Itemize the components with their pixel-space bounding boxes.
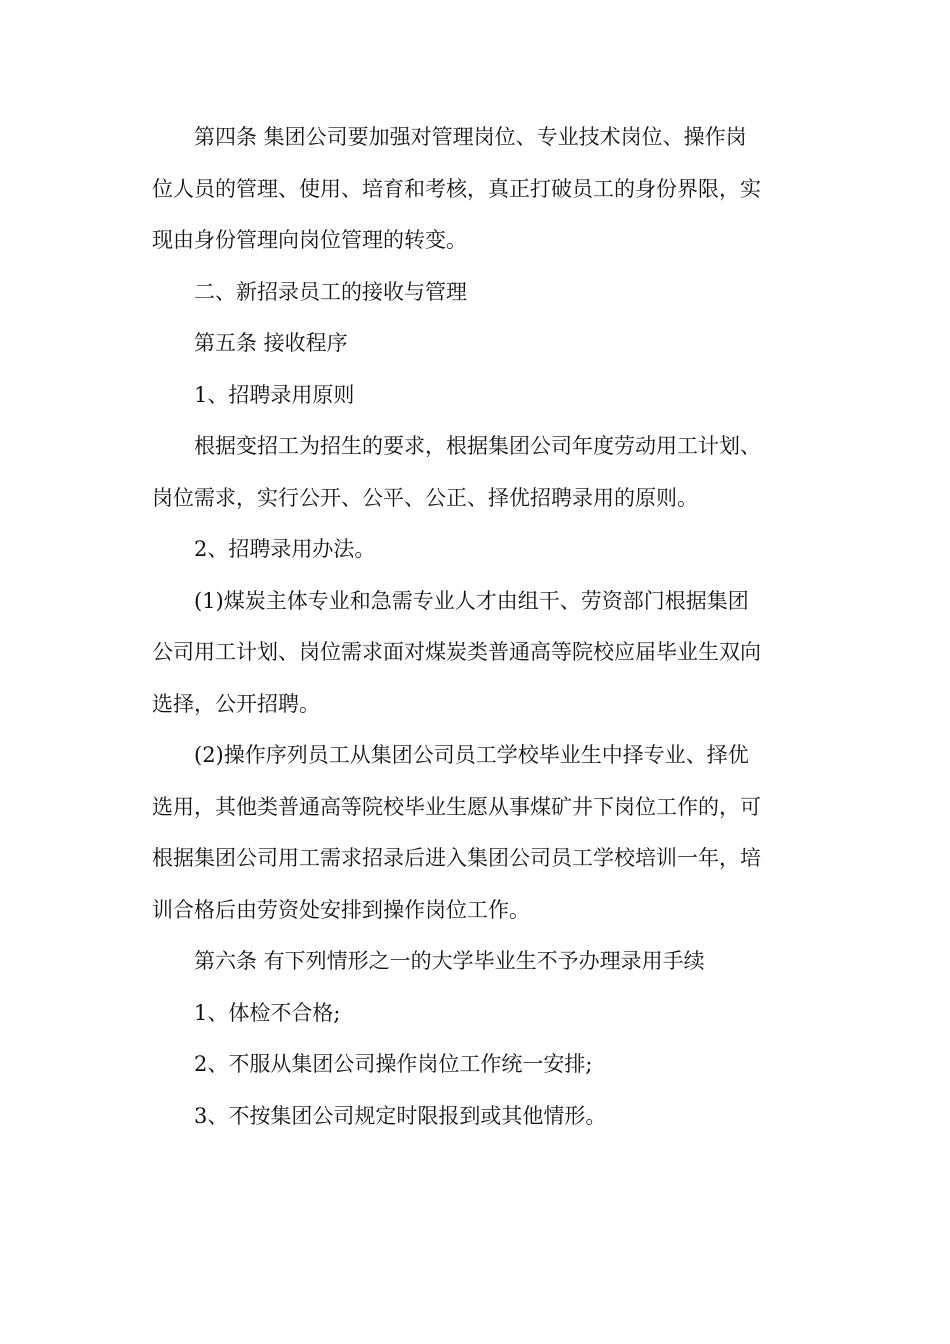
- text-line: 第五条 接收程序: [194, 331, 348, 355]
- document-body: [152, 112, 798, 1142]
- paragraph-item-2-method: [152, 524, 798, 576]
- list-item-1: [152, 988, 798, 1040]
- paragraph-article-5: [152, 318, 798, 370]
- list-item-2: [152, 1039, 798, 1091]
- text-line: 位人员的管理、使用、培育和考核，真正打破员工的身份界限，实: [152, 176, 761, 201]
- text-line: 1、体检不合格;: [194, 1000, 341, 1025]
- paragraph-item-1-principle: [152, 370, 798, 422]
- section-heading-2: [152, 267, 798, 319]
- text-line: 岗位需求，实行公开、公平、公正、择优招聘录用的原则。: [152, 485, 698, 510]
- text-line: (2)操作序列员工从集团公司员工学校毕业生中择专业、择优: [194, 743, 749, 767]
- text-line: 根据变招工为招生的要求，根据集团公司年度劳动用工计划、: [194, 434, 761, 458]
- paragraph-article-6: [152, 936, 798, 988]
- text-line: 公司用工计划、岗位需求面对煤炭类普通高等院校应届毕业生双向: [152, 640, 761, 664]
- paragraph-method-1: [152, 576, 798, 731]
- list-item-3: [152, 1091, 798, 1143]
- text-line: 2、招聘录用办法。: [194, 537, 376, 561]
- text-line: 根据集团公司用工需求招录后进入集团公司员工学校培训一年，培: [152, 846, 761, 870]
- text-line: 2、不服从集团公司操作岗位工作统一安排;: [194, 1052, 593, 1076]
- text-line: (1)煤炭主体专业和急需专业人才由组干、劳资部门根据集团: [194, 588, 749, 613]
- text-line: 3、不按集团公司规定时限报到或其他情形。: [194, 1103, 607, 1128]
- text-line: 第四条 集团公司要加强对管理岗位、专业技术岗位、操作岗: [194, 125, 747, 149]
- paragraph-article-4: [152, 112, 798, 267]
- text-line: 现由身份管理向岗位管理的转变。: [152, 228, 467, 252]
- text-line: 选择，公开招聘。: [152, 691, 320, 716]
- paragraph-recruitment-principle: [152, 421, 798, 524]
- text-line: 选用，其他类普通高等院校毕业生愿从事煤矿井下岗位工作的，可: [152, 794, 761, 819]
- text-line: 第六条 有下列情形之一的大学毕业生不予办理录用手续: [194, 949, 705, 973]
- paragraph-method-2: [152, 730, 798, 936]
- text-line: 1、招聘录用原则: [194, 382, 355, 407]
- text-line: 训合格后由劳资处安排到操作岗位工作。: [152, 897, 530, 922]
- text-line: 二、新招录员工的接收与管理: [194, 279, 467, 304]
